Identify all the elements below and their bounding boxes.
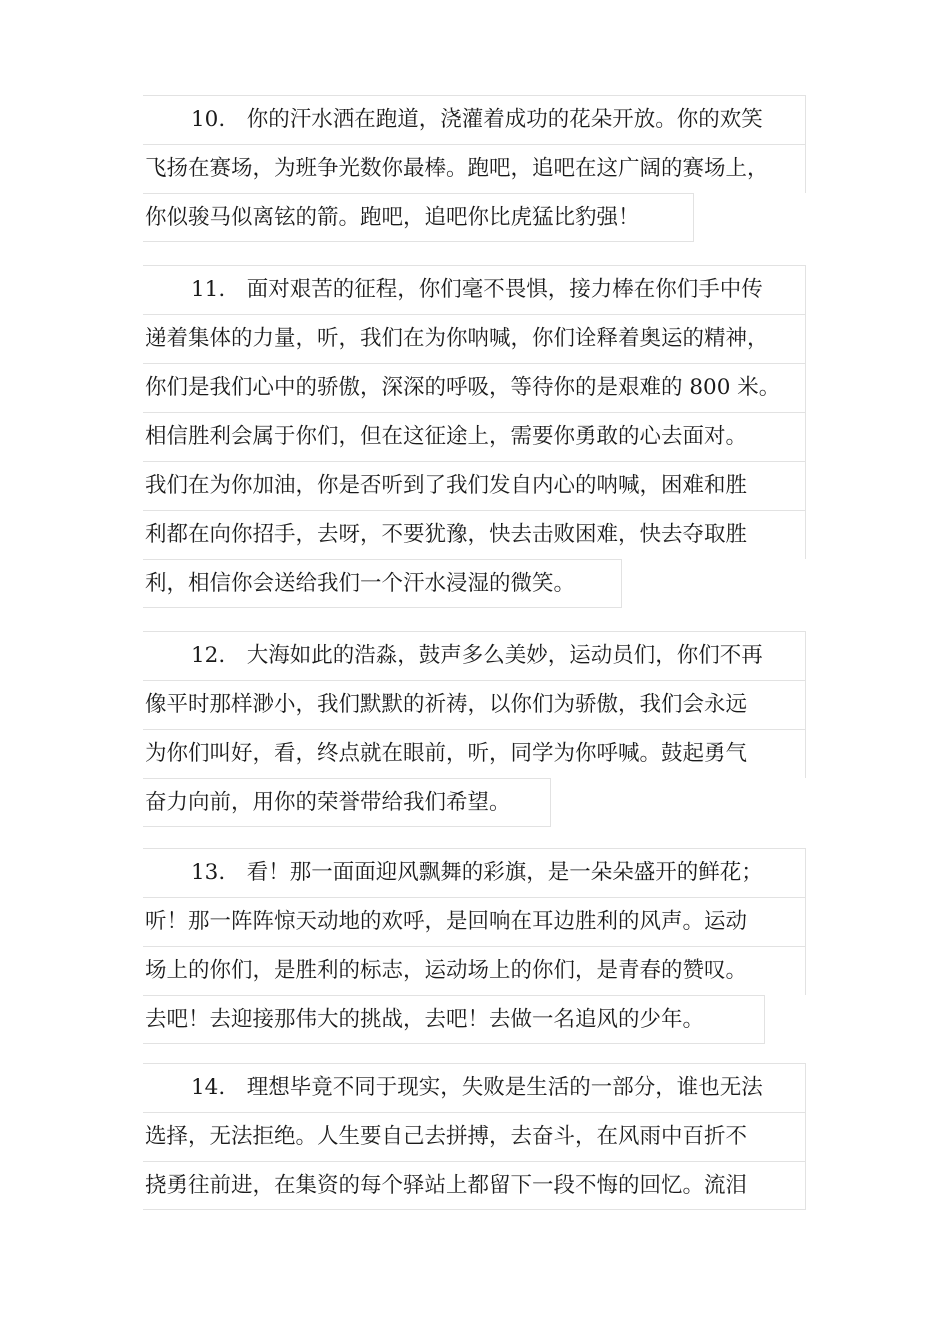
text-line: 选择，无法拒绝。人生要自己去拼搏，去奋斗，在风雨中百折不 (143, 1112, 806, 1161)
text-line: 你似骏马似离铉的箭。跑吧，追吧你比虎猛比豹强！ (143, 193, 694, 242)
text-line: 像平时那样渺小，我们默默的祈祷，以你们为骄傲，我们会永远 (143, 680, 806, 729)
text-line: 10. 你的汗水洒在跑道，浇灌着成功的花朵开放。你的欢笑 (143, 95, 806, 144)
text-line: 14. 理想毕竟不同于现实，失败是生活的一部分，谁也无法 (143, 1063, 806, 1112)
text-line: 相信胜利会属于你们，但在这征途上，需要你勇敢的心去面对。 (143, 412, 806, 461)
text-line: 11. 面对艰苦的征程，你们毫不畏惧，接力棒在你们手中传 (143, 265, 806, 314)
text-line: 去吧！去迎接那伟大的挑战，去吧！去做一名追风的少年。 (143, 995, 765, 1044)
text-line: 12. 大海如此的浩淼，鼓声多么美妙，运动员们，你们不再 (143, 631, 806, 680)
text-line: 递着集体的力量，听，我们在为你呐喊，你们诠释着奥运的精神， (143, 314, 806, 363)
text-line: 利，相信你会送给我们一个汗水浸湿的微笑。 (143, 559, 622, 608)
text-line: 听！那一阵阵惊天动地的欢呼，是回响在耳边胜利的风声。运动 (143, 897, 806, 946)
paragraph-10 (143, 95, 806, 242)
text-line: 你们是我们心中的骄傲，深深的呼吸，等待你的是艰难的 800 米。 (143, 363, 806, 412)
text-line: 我们在为你加油，你是否听到了我们发自内心的呐喊，困难和胜 (143, 461, 806, 510)
text-line: 场上的你们，是胜利的标志，运动场上的你们，是青春的赞叹。 (143, 946, 806, 995)
text-line: 挠勇往前进，在集资的每个驿站上都留下一段不悔的回忆。流泪 (143, 1161, 806, 1210)
paragraph-13 (143, 848, 806, 1044)
paragraph-14 (143, 1063, 806, 1210)
paragraph-12 (143, 631, 806, 827)
text-line: 利都在向你招手，去呀，不要犹豫，快去击败困难，快去夺取胜 (143, 510, 806, 559)
text-line: 13. 看！那一面面迎风飘舞的彩旗，是一朵朵盛开的鲜花； (143, 848, 806, 897)
text-line: 为你们叫好，看，终点就在眼前，听，同学为你呼喊。鼓起勇气 (143, 729, 806, 778)
text-line: 飞扬在赛场，为班争光数你最棒。跑吧，追吧在这广阔的赛场上， (143, 144, 806, 193)
paragraph-11 (143, 265, 806, 608)
text-line: 奋力向前，用你的荣誉带给我们希望。 (143, 778, 551, 827)
